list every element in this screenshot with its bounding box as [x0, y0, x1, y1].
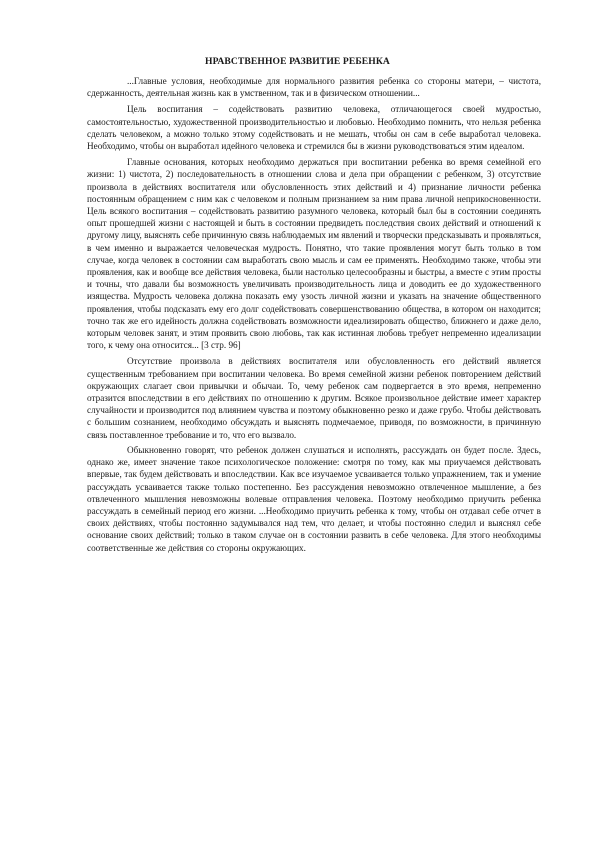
paragraph-goal-of-upbringing: Цель воспитания – содействовать развитию человека, отличающегося своей мудростью, самостоятельностью, художественной производительностью и любовью. Необходимо помнить, что нельзя ребенка сделать человеком, а можно только этому содействовать и не мешать, чтобы он сам в себе выработал человека. Необходимо, чтобы он выработал идейного человека и стремился бы в жизни руководствоваться этим идеалом.: [87, 104, 541, 152]
paragraph-absence-of-arbitrariness: Отсутствие произвола в действиях воспитателя или обусловленность его действий является существенным требованием при воспитании человека. Во время семейной жизни ребенок повторением действий окружающих слагает свои привычки и обычаи. То, чему ребенок сам подвергается в это время, непременно отразится впоследствии в его действиях по отношению к другим. Всякое произвольное действие имеет характер случайности и производится под влиянием чувства и поэтому обыкновенно резко и даже грубо. Чтобы действовать с большим сознанием, необходимо обсуждать и выяснять подмечаемое, приводя, по возможности, в причинную связь поставленное требование и то, что его вызвало.: [87, 356, 541, 440]
document-title: НРАВСТВЕННОЕ РАЗВИТИЕ РЕБЕНКА: [205, 56, 390, 67]
paragraph-main-foundations: Главные основания, которых необходимо держаться при воспитании ребенка во время семейной его жизни: 1) чистота, 2) последовательность в отношении слова и дела при обращении с ребенком, 3) отсутствие произвола в действиях воспитателя или обусловленность этих действий и 4) признание личности ребенка постоянным обращением с ним как с человеком и полным признанием за ним права личной неприкосновенности. Цель всякого воспитания – содействовать развитию разумного человека, который был бы в состоянии соединять опыт прошедшей жизни с настоящей и быть в состоянии предвидеть последствия своих действий и отношений к другому лицу, выяснять себе причинную связь наблюдаемых им явлений и творчески предсказывать и проявляться, в чем именно и выражается человеческая мудрость. Понятно, что такие проявления могут быть только в том случае, когда человек в состоянии сам выработать свою мысль и сам ее применять. Необходимо также, чтобы эти проявления, как и вообще все действия человека, были настолько целесообразны и быстры, а вместе с этим просты и точны, что давали бы возможность увеличивать производительность лица и доводить ее до художественного изящества. Мудрость человека должна показать ему узость личной жизни и указать на значение общественного проявления, чтобы подсказать ему его долг содействовать совершенствованию общества, в котором он находится; точно так же его идейность должна содействовать возможности идеализировать общество, ближнего и даже дело, которым человек занят, и этим проявить свою любовь, так как истинная любовь требует непременно идеализации того, к чему она относится... [3 стр. 96]: [87, 157, 541, 351]
paragraph-reasoning: Обыкновенно говорят, что ребенок должен слушаться и исполнять, рассуждать он будет после. Здесь, однако же, имеет значение такое психологическое положение: смотря по тому, как мы приучаемся действовать впервые, так будем действовать и впоследствии. Как все изучаемое усваивается только упражнением, так и умение рассуждать усваивается также только постепенно. Без рассуждения невозможно отвлеченное мышление, а без отвлеченного мышления невозможны волевые отправления человека. Поэтому необходимо приучить ребенка рассуждать в семейный период его жизни. ...Необходимо приучить ребенка к тому, чтобы он отдавал себе отчет в своих действиях, чтобы постоянно задумывался над тем, что делает, и чтобы постоянно следил и выяснял себе основание своих действий; только в таком случае он в состоянии развить в себе человека. Для этого необходимы соответственные же действия со стороны окружающих.: [87, 444, 541, 553]
document-body: [87, 75, 541, 557]
paragraph-main-conditions: ...Главные условия, необходимые для нормального развития ребенка со стороны матери, – чистота, сдержанность, деятельная жизнь как в умственном, так и в физическом отношении...: [87, 76, 541, 99]
